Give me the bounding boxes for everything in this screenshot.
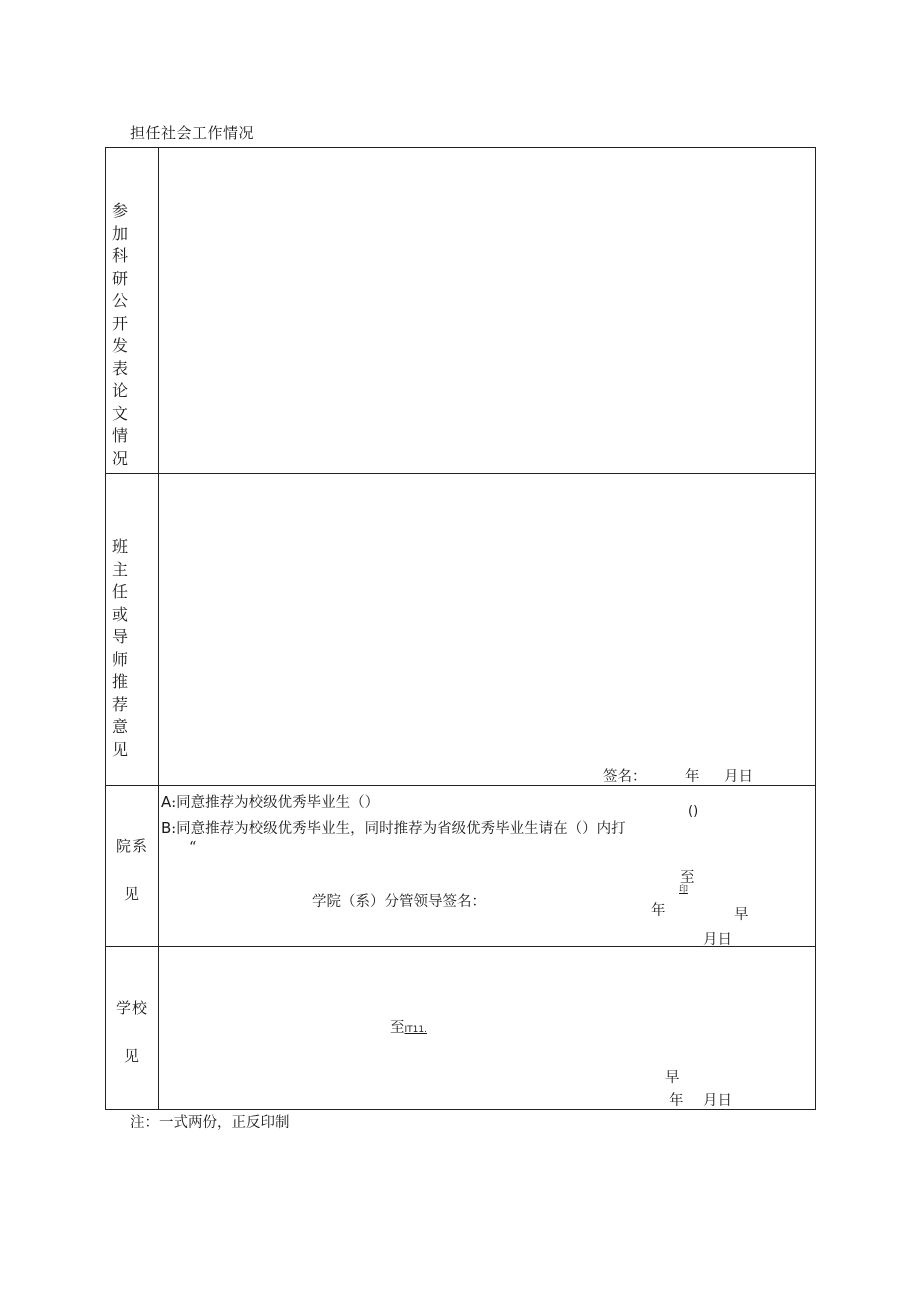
papers-content-area[interactable] <box>159 148 816 473</box>
school-seal-sub: IT11. <box>404 1025 427 1035</box>
option-a-line <box>161 791 379 812</box>
school-day-char: 早 <box>665 1070 680 1086</box>
department-day-char: 早 <box>734 907 749 923</box>
advisor-opinion-area[interactable] <box>159 474 816 764</box>
school-row-label-end: 见 <box>124 1047 140 1065</box>
department-seal-char: 至 <box>680 870 695 886</box>
paren-mark: () <box>688 804 699 819</box>
advisor-month-day-label: 月日 <box>724 769 753 785</box>
advisor-year-label: 年 <box>685 769 700 785</box>
school-seal <box>390 1016 427 1037</box>
advisor-signature-label: 签名： <box>603 769 647 785</box>
papers-row-label: 参加科研公开发表论文情况 <box>111 201 128 468</box>
department-month-day-label: 月日 <box>703 932 732 948</box>
school-row-label: 学校 <box>116 999 149 1017</box>
school-year-label: 年 <box>669 1093 684 1109</box>
advisor-row-label: 班主任或导师推荐意见 <box>111 537 128 759</box>
school-month-day-label: 月日 <box>703 1093 732 1109</box>
school-opinion-area[interactable] <box>159 947 816 1107</box>
recommendation-form-table <box>105 147 816 1110</box>
department-row-label: 院系 <box>116 837 149 855</box>
department-signature-label: 学院（系）分管领导签名： <box>312 894 486 910</box>
option-b-line <box>161 817 626 838</box>
section-heading: 担任社会工作情况 <box>130 124 255 142</box>
option-a-letter: A <box>161 793 172 811</box>
option-a-text: :同意推荐为校级优秀毕业生（） <box>171 795 380 811</box>
department-row-label-end: 见 <box>124 885 140 903</box>
option-b-text: :同意推荐为校级优秀毕业生，同时推荐为省级优秀毕业生请在（）内打 <box>171 821 626 837</box>
school-seal-char: 至 <box>390 1020 405 1036</box>
department-year-label: 年 <box>651 903 666 919</box>
department-seal-sub: 印 <box>679 885 689 895</box>
quote-mark: “ <box>189 840 197 856</box>
footnote: 注：一式两份，正反印制 <box>130 1115 290 1131</box>
row-divider <box>106 785 815 786</box>
option-b-letter: B <box>161 819 172 837</box>
